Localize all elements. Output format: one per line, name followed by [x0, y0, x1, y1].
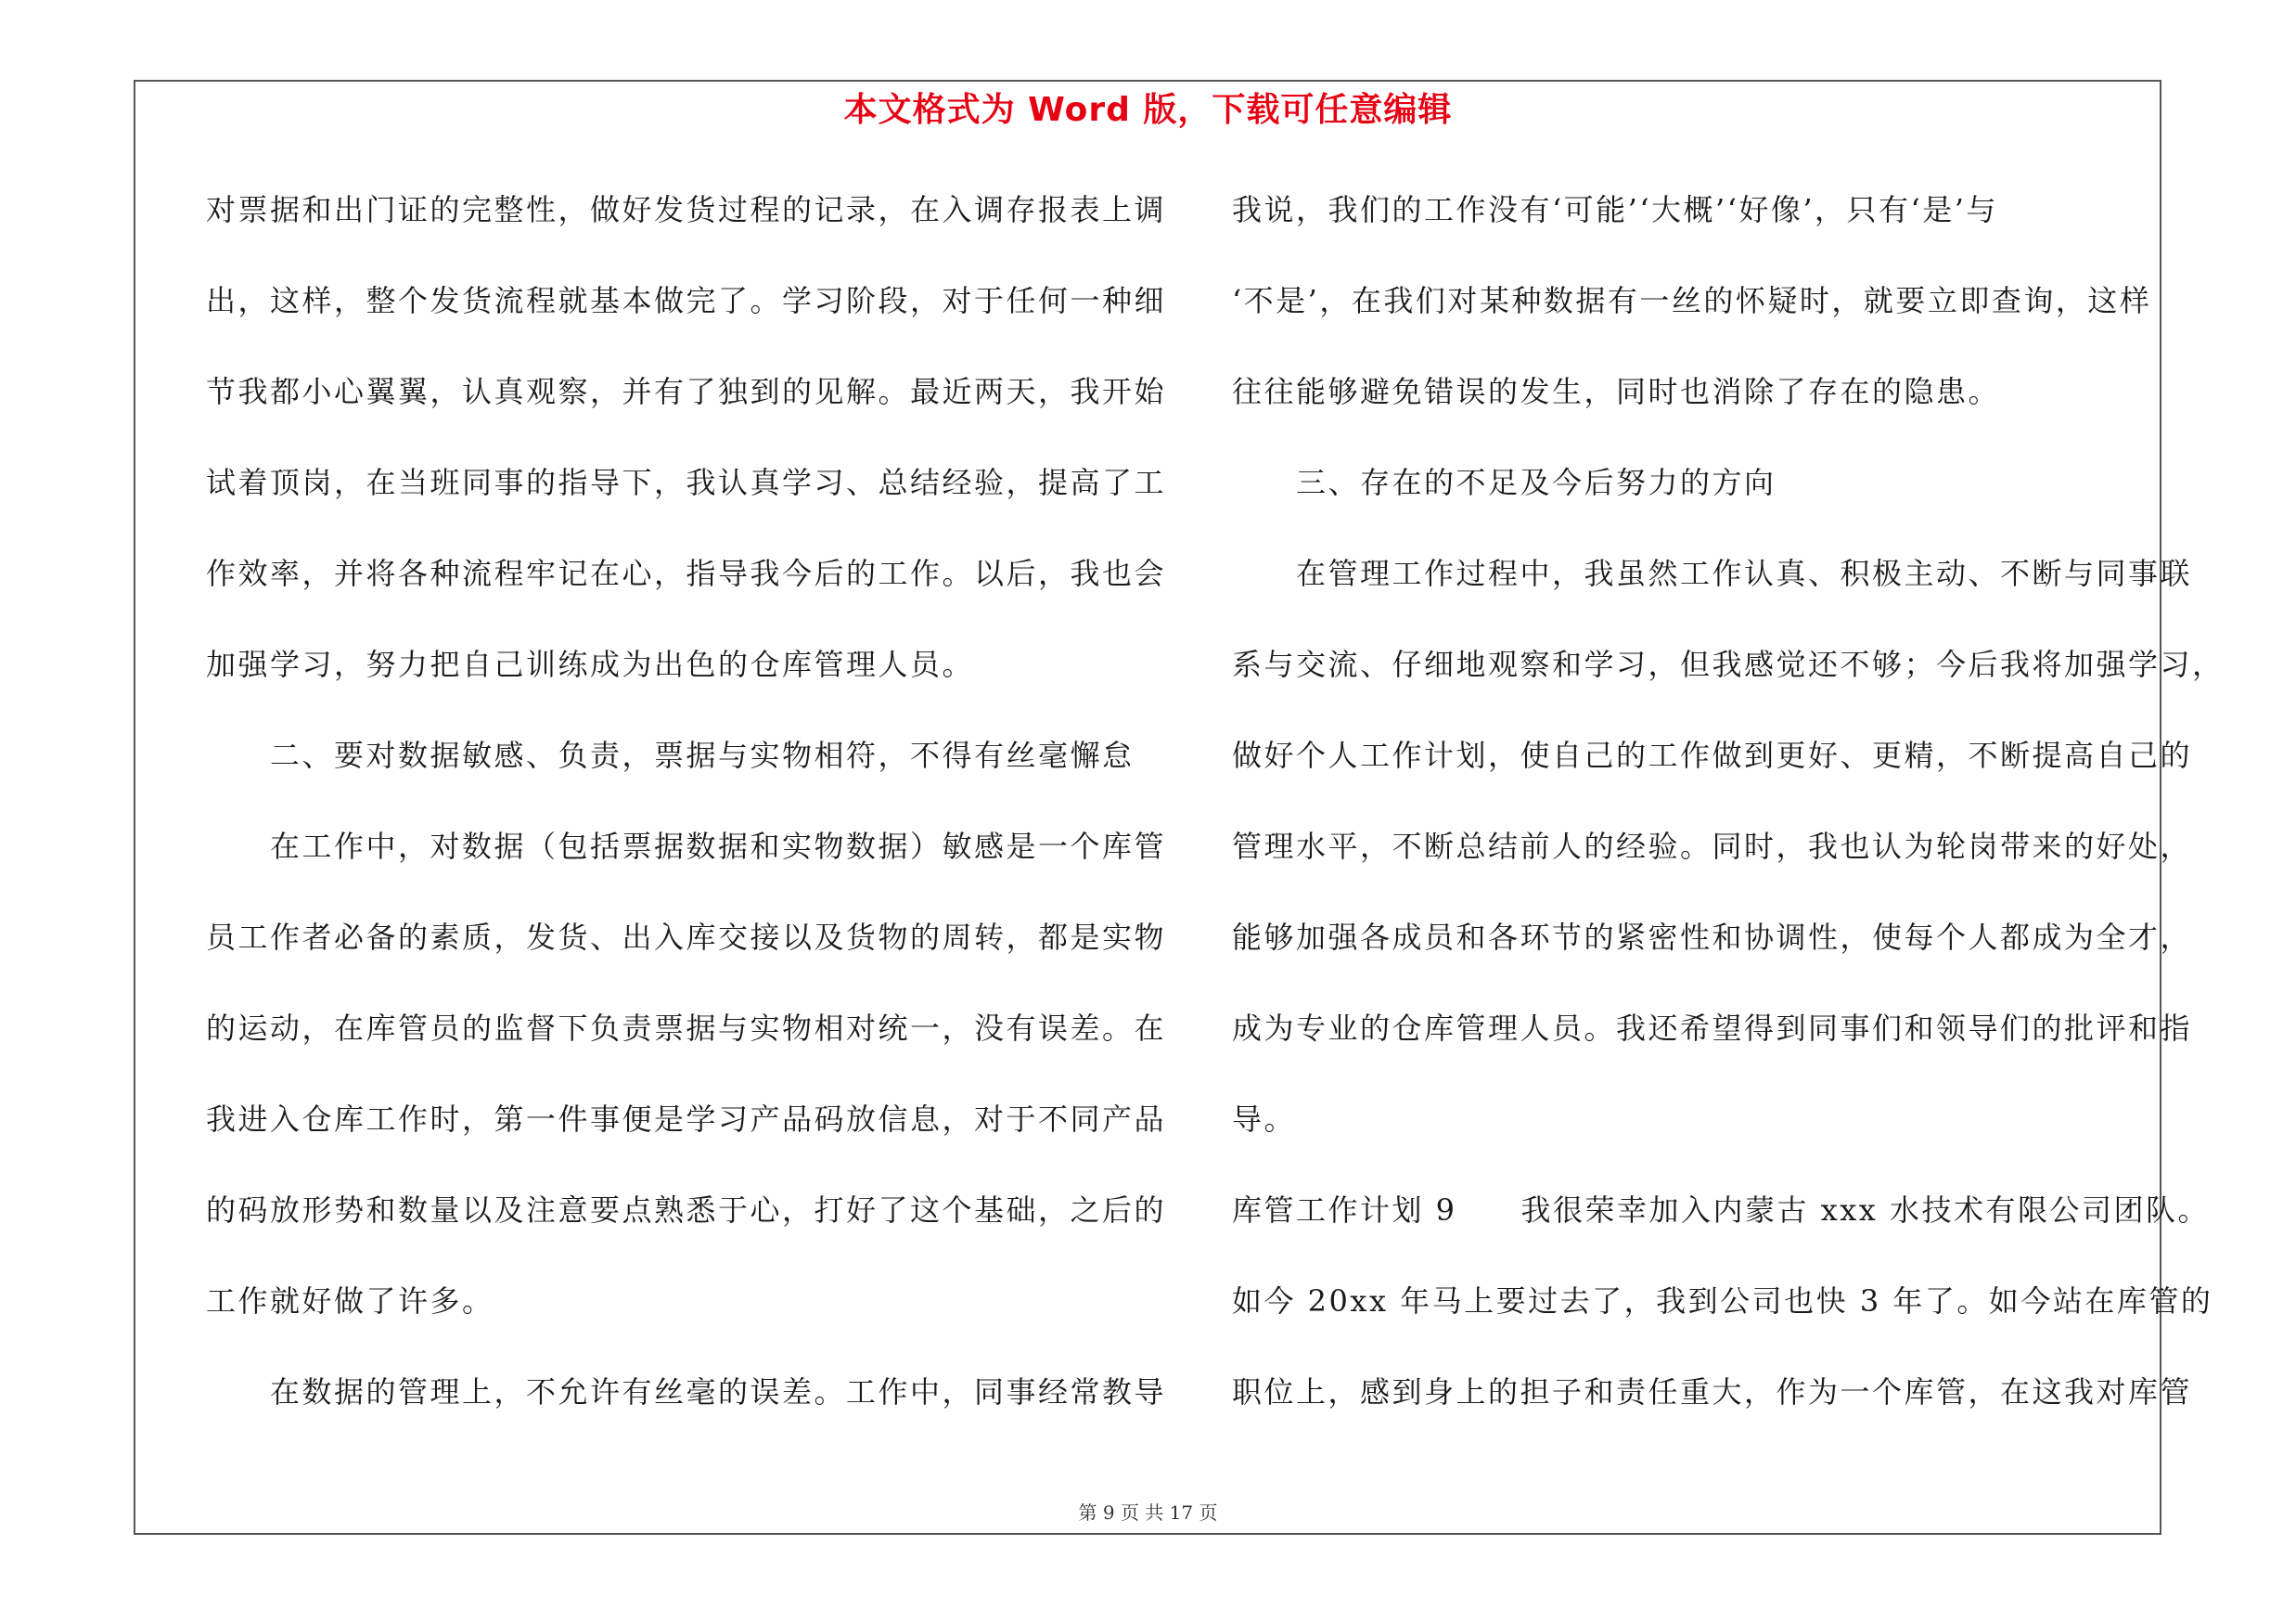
text-line: 工作就好做了许多。	[206, 1283, 494, 1319]
header-title: 本文格式为 Word 版，下载可任意编辑	[843, 91, 1453, 129]
text-line: 员工作者必备的素质，发货、出入库交接以及货物的周转，都是实物	[206, 920, 1167, 955]
text-line: 能够加强各成员和各环节的紧密性和协调性，使每个人都成为全才，	[1232, 920, 2193, 955]
text-line: 做好个人工作计划，使自己的工作做到更好、更精，不断提高自己的	[1232, 738, 2193, 773]
text-line: 如今 20xx 年马上要过去了，我到公司也快 3 年了。如今站在库管的	[1232, 1283, 2213, 1319]
text-line: 作效率，并将各种流程牢记在心，指导我今后的工作。以后，我也会	[206, 556, 1167, 591]
text-line: 对票据和出门证的完整性，做好发货过程的记录，在入调存报表上调	[206, 192, 1167, 227]
text-line: 导。	[1232, 1101, 1297, 1137]
page-number: 第 9 页 共 17 页	[1078, 1501, 1218, 1524]
text-line: 成为专业的仓库管理人员。我还希望得到同事们和领导们的批评和指	[1232, 1011, 2193, 1046]
text-line: 系与交流、仔细地观察和学习，但我感觉还不够；今后我将加强学习，	[1232, 647, 2225, 682]
text-line: 的码放形势和数量以及注意要点熟悉于心，打好了这个基础，之后的	[206, 1192, 1167, 1228]
text-line: 加强学习，努力把自己训练成为出色的仓库管理人员。	[206, 647, 975, 682]
text-line: 往往能够避免错误的发生，同时也消除了存在的隐患。	[1232, 374, 2001, 409]
text-line: 在数据的管理上，不允许有丝毫的误差。工作中，同事经常教导	[206, 1374, 1167, 1410]
text-line: 节我都小心翼翼，认真观察，并有了独到的见解。最近两天，我开始	[206, 374, 1167, 409]
text-line: 的运动，在库管员的监督下负责票据与实物相对统一，没有误差。在	[206, 1011, 1167, 1046]
text-line: ‘不是’，在我们对某种数据有一丝的怀疑时，就要立即查询，这样	[1232, 283, 2152, 318]
text-line: 在工作中，对数据（包括票据数据和实物数据）敏感是一个库管	[206, 829, 1167, 864]
section-heading: 二、要对数据敏感、负责，票据与实物相符，不得有丝毫懈怠	[206, 738, 1135, 773]
text-line: 我进入仓库工作时，第一件事便是学习产品码放信息，对于不同产品	[206, 1101, 1167, 1137]
text-line: 库管工作计划 9 我很荣幸加入内蒙古 xxx 水技术有限公司团队。	[1232, 1192, 2211, 1228]
section-heading: 三、存在的不足及今后努力的方向	[1232, 465, 1777, 500]
right-column	[1232, 182, 2225, 1455]
text-line: 职位上，感到身上的担子和责任重大，作为一个库管，在这我对库管	[1232, 1374, 2193, 1410]
text-line: 管理水平，不断总结前人的经验。同时，我也认为轮岗带来的好处，	[1232, 829, 2193, 864]
text-line: 我说，我们的工作没有‘可能’‘大概’‘好像’，只有‘是’与	[1232, 192, 1998, 227]
text-line: 试着顶岗，在当班同事的指导下，我认真学习、总结经验，提高了工	[206, 465, 1167, 500]
text-line: 出，这样，整个发货流程就基本做完了。学习阶段，对于任何一种细	[206, 283, 1167, 318]
left-column	[206, 182, 1167, 1455]
text-line: 在管理工作过程中，我虽然工作认真、积极主动、不断与同事联	[1232, 556, 2193, 591]
